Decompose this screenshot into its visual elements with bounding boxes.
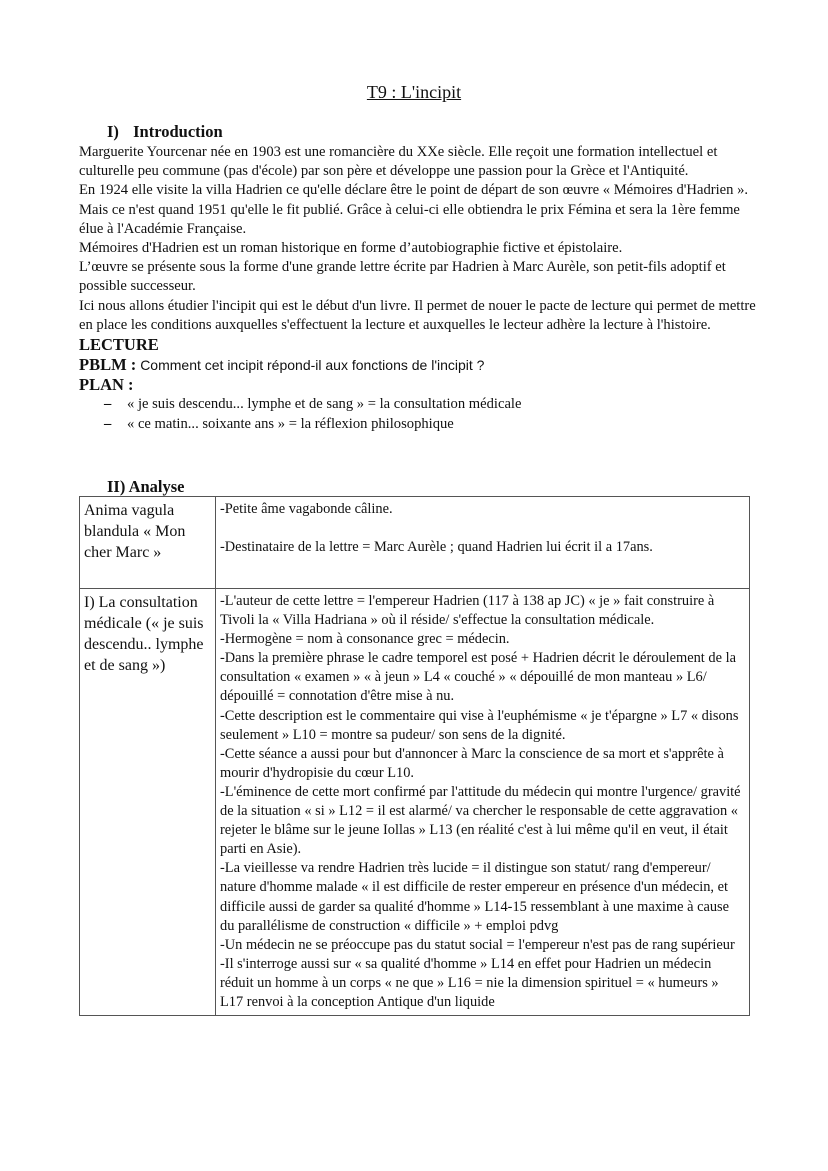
analyse-number: II): [107, 477, 126, 496]
lecture-label: LECTURE: [79, 335, 159, 355]
intro-paragraph: En 1924 elle visite la villa Hadrien ce qu'elle déclare être le point de départ de son œuvre « Mémoires d'Hadrien ». Mais ce n'est quand 1951 qu'elle le fit publié. Grâce à celui-ci elle obtiendra le prix Fémina et sera la 1ère femme élue à l'Académie Française.: [79, 182, 749, 237]
intro-paragraph: L’œuvre se présente sous la forme d'une grande lettre écrite par Hadrien à Marc Aurèle, son petit-fils adoptif et possible successeur.: [79, 259, 726, 295]
analyse-heading-text: Analyse: [128, 477, 185, 496]
table-cell-label: Anima vagula blandula « Mon cher Marc »: [80, 497, 216, 589]
introduction-number: I): [107, 122, 119, 141]
analysis-line: -Destinataire de la lettre = Marc Aurèle ; quand Hadrien lui écrit il a 17ans.: [220, 539, 653, 556]
analysis-line: -Il s'interroge aussi sur « sa qualité d'homme » L14 en effet pour Hadrien un médecin réduit un homme à un corps « ne que » L16 = nie la dimension spirituel = « humeurs » L17 renvoi à la conception Antique d'un liquide: [220, 955, 719, 1010]
analysis-line: -L'éminence de cette mort confirmé par l'attitude du médecin qui montre l'urgence/ gravité de la situation « si » L12 = il est alarmé/ va chercher le responsable de cette aggravation « rejeter le blâme sur le jeune Iollas » L13 (en réalité c'est à lui même qu'il en veut, il était parti en Asie).: [220, 783, 741, 858]
table-cell-content: [216, 497, 750, 589]
intro-paragraph: Marguerite Yourcenar née en 1903 est une romancière du XXe siècle. Elle reçoit une formation intellectuel et culturelle peu commune (pas d'école) par son père et développe une passion pour la Grèce et l'Antiquité.: [79, 144, 718, 180]
table-row: [80, 497, 750, 589]
analysis-line: -Hermogène = nom à consonance grec = médecin.: [220, 631, 510, 648]
analysis-table: [79, 496, 750, 1016]
pblm-label: PBLM :: [79, 354, 137, 374]
plan-item: – « ce matin... soixante ans » = la réflexion philosophique: [104, 416, 454, 433]
analyse-heading: [107, 476, 184, 498]
plan-item: – « je suis descendu... lymphe et de sang » = la consultation médicale: [104, 396, 522, 413]
page-title: T9 : L'incipit: [366, 82, 462, 102]
pblm-line: [79, 355, 759, 375]
introduction-heading-text: Introduction: [133, 122, 223, 141]
analysis-line: -Un médecin ne se préoccupe pas du statut social = l'empereur n'est pas de rang supérieur: [220, 936, 735, 953]
analysis-line: -Petite âme vagabonde câline.: [220, 501, 393, 517]
plan-item-text: « ce matin... soixante ans » = la réflexion philosophique: [127, 416, 454, 433]
introduction-heading: [107, 121, 223, 143]
plan-list: [79, 394, 759, 434]
analysis-line: -L'auteur de cette lettre = l'empereur Hadrien (117 à 138 ap JC) « je » fait construire à Tivoli la « Villa Hadriana » où il réside/ s'effectue la consultation médicale.: [220, 593, 715, 629]
analysis-line: -La vieillesse va rendre Hadrien très lucide = il distingue son statut/ rang d'empereur/ nature d'homme malade « il est difficile de rester empereur en présence d'un médecin, et difficile aussi de garder sa qualité d'homme » L14-15 ressemblant à une maxime à cause du parallélisme de construction « difficile » + emploi pdvg: [220, 860, 730, 934]
plan-label: PLAN :: [79, 374, 134, 394]
analysis-line: -Dans la première phrase le cadre temporel est posé + Hadrien décrit le déroulement de la consultation « examen » « à jeun » L4 « couché » « dépouillé de mon manteau » L6/ dépouillé = connotation d'être mise à nu.: [220, 650, 736, 705]
intro-paragraph: Mémoires d'Hadrien est un roman historique en forme d’autobiographie fictive et épistolaire.: [79, 240, 623, 257]
table-row: [80, 589, 750, 1016]
pblm-question: Comment cet incipit répond-il aux fonctions de l'incipit ?: [140, 356, 485, 373]
table-cell-content: [216, 589, 750, 1016]
table-cell-label: I) La consultation médicale (« je suis descendu.. lymphe et de sang »): [80, 589, 216, 1016]
analysis-line: -Cette séance a aussi pour but d'annoncer à Marc la conscience de sa mort et s'apprête à mourir d'hydropisie du cœur L10.: [220, 745, 724, 781]
intro-paragraph: Ici nous allons étudier l'incipit qui est le début d'un livre. Il permet de nouer le pacte de lecture qui permet de mettre en place les conditions auxquelles s'effectuent la lecture et auxquelles le lecteur adhère la lecture à l'histoire.: [79, 297, 756, 333]
introduction-body: [79, 143, 759, 434]
analysis-line: -Cette description est le commentaire qui vise à l'euphémisme « je t'épargne » L7 « disons seulement » L10 = montre sa pudeur/ son sens de la dignité.: [220, 707, 739, 743]
plan-item-text: « je suis descendu... lymphe et de sang » = la consultation médicale: [127, 396, 522, 413]
